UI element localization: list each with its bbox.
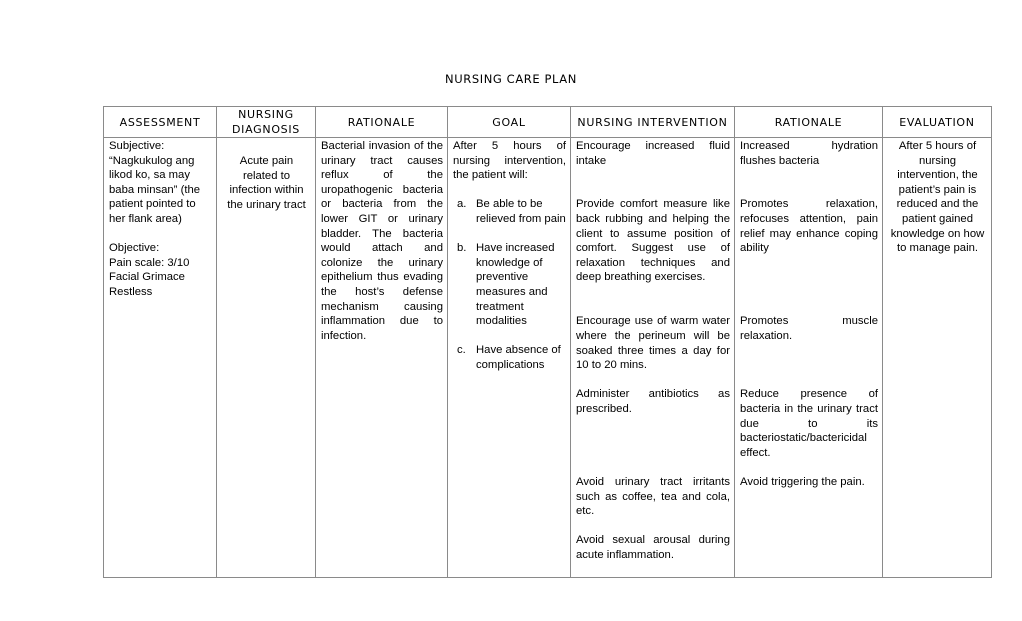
header-nursing-diagnosis: NURSING DIAGNOSIS (217, 107, 316, 138)
header-intervention-rationale: RATIONALE (735, 107, 883, 138)
goal-item (453, 197, 566, 226)
intervention-rationale-item: Avoid triggering the pain. (740, 475, 865, 488)
goal-text: Have absence of complications (476, 344, 561, 371)
intervention-item: Provide comfort measure like back rubbing and helping the client to assume position of comfort. Suggest use of relaxation techniques and deep breathing exercises. (576, 198, 730, 284)
intervention-item: Avoid urinary tract irritants such as coffee, tea and cola, etc. (576, 475, 730, 518)
header-row (104, 107, 992, 138)
goal-marker: b. (457, 242, 467, 255)
header-rationale: RATIONALE (316, 107, 448, 138)
rationale-cell (316, 138, 448, 578)
goal-item (453, 343, 566, 372)
intervention-item: Encourage use of warm water where the perineum will be soaked three times a day for 10 to 20 mins. (576, 315, 730, 372)
intervention-rationale-cell (735, 138, 883, 578)
evaluation-text: After 5 hours of nursing intervention, the patient’s pain is reduced and the patient gained knowledge on how to manage pain. (890, 140, 985, 255)
intervention-rationale-item: Reduce presence of bacteria in the urinary tract due to its bacteriostatic/bactericidal effect. (740, 388, 878, 459)
intervention-rationale-item: Promotes relaxation, refocuses attention, pain relief may enhance coping ability (740, 198, 878, 255)
intervention-item: Avoid sexual arousal during acute inflammation. (576, 534, 730, 561)
objective-label: Objective: (109, 242, 160, 255)
evaluation-cell (883, 138, 992, 578)
goal-item (453, 241, 566, 329)
page-title: NURSING CARE PLAN (445, 72, 577, 86)
objective-item: Pain scale: 3/10 (109, 256, 190, 269)
intervention-cell (571, 138, 735, 578)
goal-text: Be able to be relieved from pain (476, 198, 566, 225)
header-nursing-intervention: NURSING INTERVENTION (571, 107, 735, 138)
goal-marker: a. (457, 198, 467, 211)
goal-text: Have increased knowledge of preventive measures and treatment modalities (476, 242, 555, 328)
intervention-item: Administer antibiotics as prescribed. (576, 388, 730, 415)
header-evaluation: EVALUATION (883, 107, 992, 138)
header-assessment: ASSESSMENT (104, 107, 217, 138)
intervention-item: Encourage increased fluid intake (576, 140, 730, 167)
header-goal: GOAL (448, 107, 571, 138)
diagnosis-text: Acute pain related to infection within the urinary tract (227, 155, 306, 211)
intervention-rationale-item: Promotes muscle relaxation. (740, 315, 878, 342)
goal-marker: c. (457, 344, 466, 357)
subjective-text: “Nagkukulog ang likod ko, sa may baba minsan” (the patient pointed to her flank area) (109, 154, 201, 225)
goal-list (453, 197, 566, 372)
intervention-rationale-item: Increased hydration flushes bacteria (740, 140, 878, 167)
objective-item: Restless (109, 285, 153, 298)
goal-cell (448, 138, 571, 578)
assessment-cell (104, 138, 217, 578)
care-plan-row (104, 138, 992, 578)
diagnosis-cell (217, 138, 316, 578)
rationale-text: Bacterial invasion of the urinary tract causes reflux of the uropathogenic bacteria or bacteria from the lower GIT or urinary bladder. The bacteria would attach and colonize the urinary epithelium thus evading the host’s defense mechanism causing inflammation due to infection. (321, 140, 443, 342)
goal-intro: After 5 hours of nursing intervention, the patient will: (453, 140, 566, 182)
subjective-label: Subjective: (109, 140, 165, 152)
care-plan-table (103, 106, 992, 578)
objective-item: Facial Grimace (109, 271, 185, 284)
